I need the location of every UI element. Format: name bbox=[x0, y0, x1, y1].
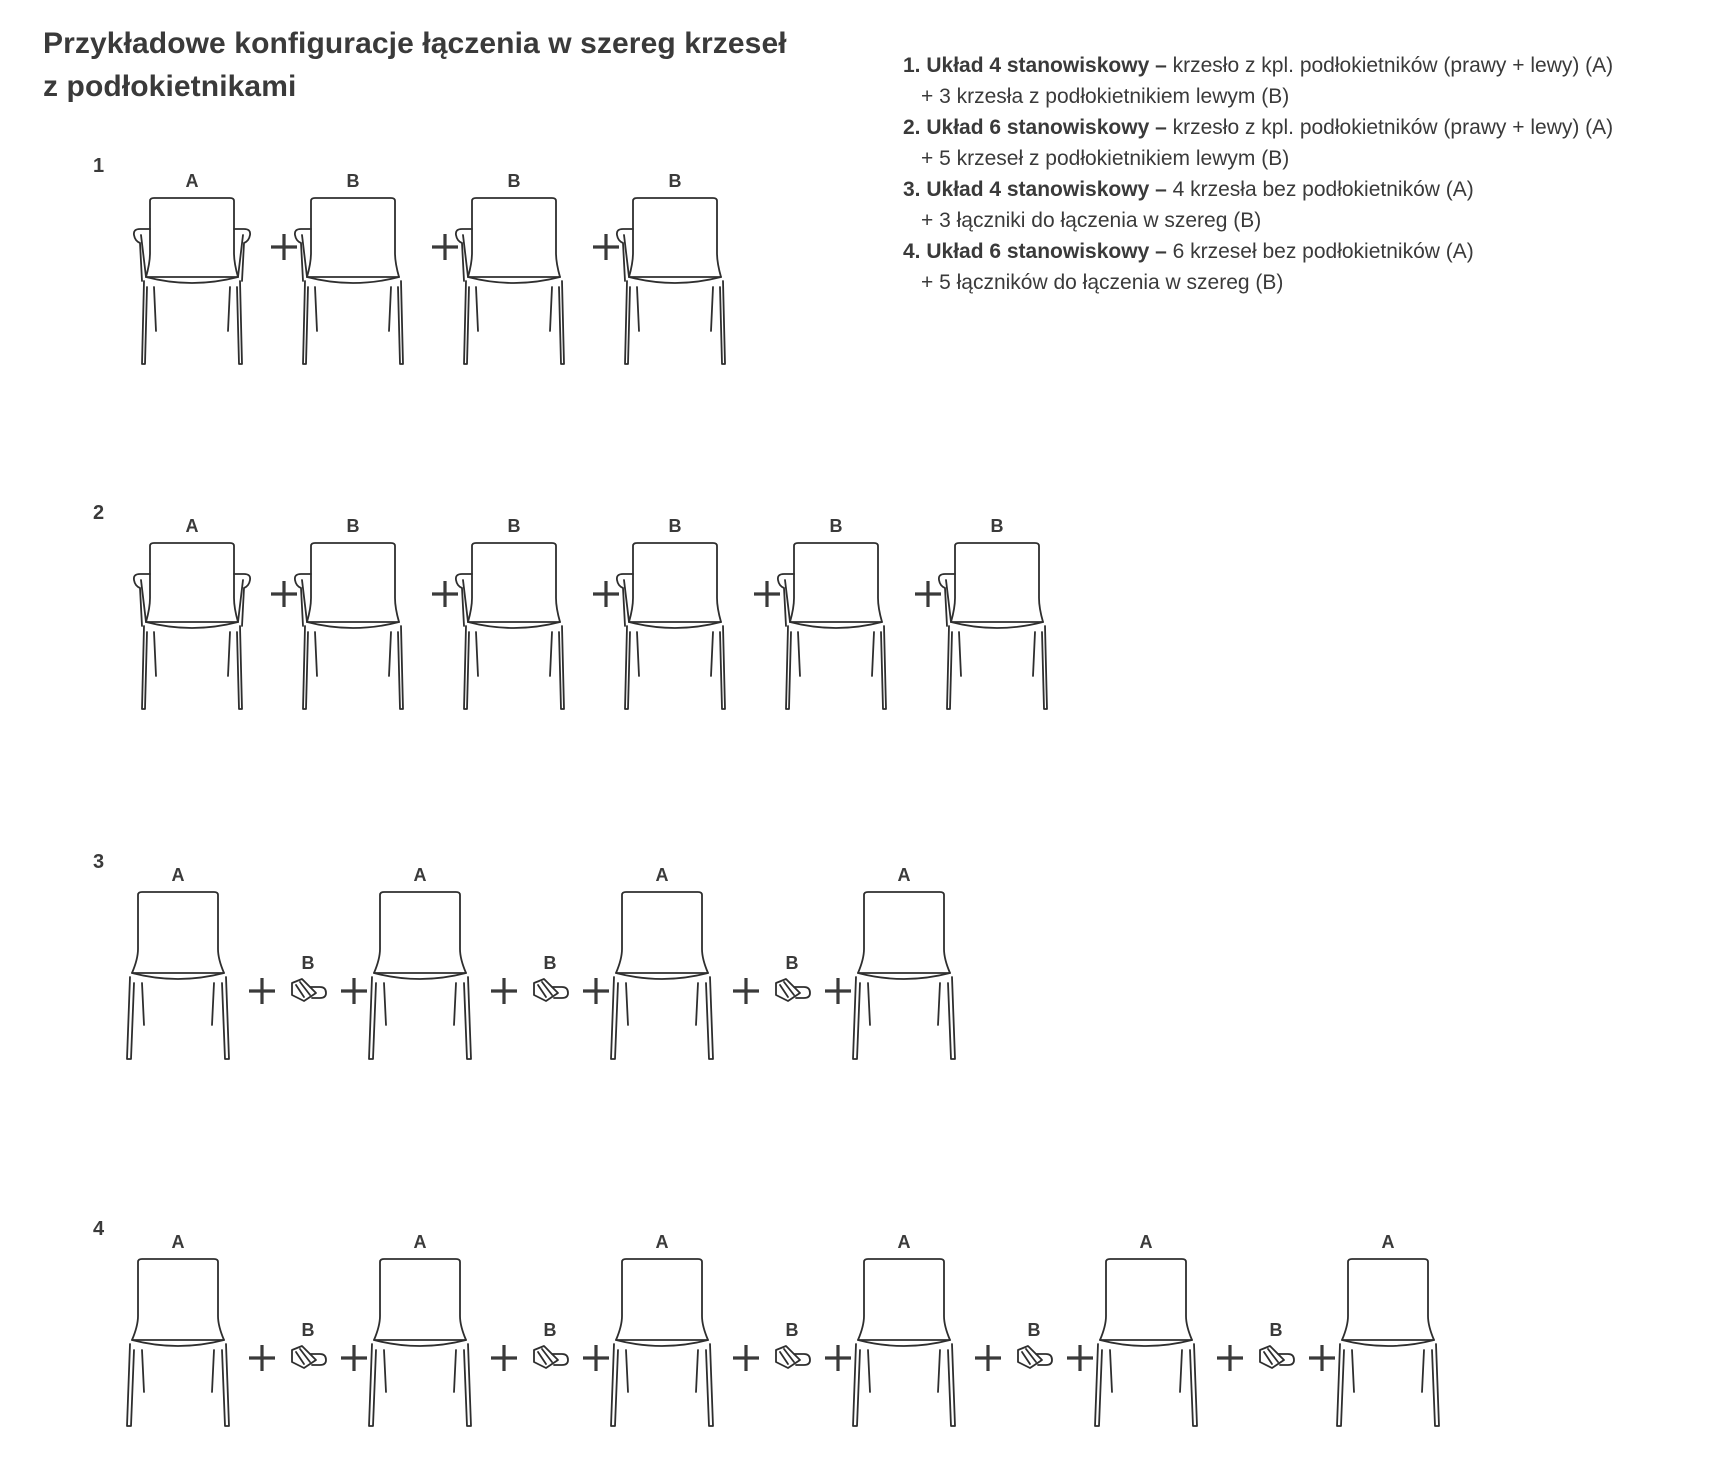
chair-no-armrests bbox=[1095, 1259, 1197, 1426]
chair-leg-rear-right bbox=[1033, 632, 1035, 676]
item-label: B bbox=[1027, 1320, 1041, 1340]
chair-no-armrests bbox=[369, 892, 471, 1059]
row-number: 4 bbox=[93, 1218, 105, 1240]
item-label: B bbox=[785, 1320, 799, 1340]
chair-left-armrest bbox=[617, 543, 725, 709]
item-label: A bbox=[171, 865, 185, 885]
chair-back bbox=[629, 198, 721, 277]
chair-left-armrest bbox=[617, 198, 725, 364]
chair-back bbox=[951, 543, 1043, 622]
chair-leg-rear-left bbox=[626, 1350, 628, 1392]
page-title bbox=[43, 22, 787, 108]
chair-leg-front-right bbox=[237, 281, 242, 364]
plus-sign bbox=[583, 1345, 609, 1371]
chair-leg-front-left bbox=[611, 1344, 618, 1426]
row-number: 3 bbox=[93, 851, 105, 873]
item-label: B bbox=[301, 1320, 315, 1340]
plus-sign bbox=[733, 1345, 759, 1371]
chair-leg-front-right bbox=[237, 626, 242, 709]
configuration-drawing bbox=[0, 502, 1728, 722]
chair-leg-rear-left bbox=[1352, 1350, 1354, 1392]
chair-seat-front bbox=[790, 622, 882, 628]
chair-seat-front bbox=[616, 973, 708, 979]
configuration-drawing bbox=[0, 851, 1728, 1071]
chair-left-armrest bbox=[456, 543, 564, 709]
chair-back bbox=[132, 1259, 224, 1340]
chair-leg-front-right bbox=[1042, 626, 1047, 709]
legend-item bbox=[903, 50, 1613, 112]
plus-sign bbox=[915, 581, 941, 607]
chair-seat-front bbox=[616, 1340, 708, 1346]
row-connector bbox=[534, 1346, 568, 1368]
chair-leg-front-right bbox=[720, 281, 725, 364]
plus-sign bbox=[583, 978, 609, 1004]
chair-back bbox=[307, 543, 399, 622]
chair-seat-front bbox=[468, 622, 560, 628]
chair-no-armrests bbox=[127, 1259, 229, 1426]
item-label: B bbox=[346, 171, 360, 191]
row-connector bbox=[292, 1346, 326, 1368]
chair-leg-rear-right bbox=[711, 632, 713, 676]
chair-leg-rear-left bbox=[1110, 1350, 1112, 1392]
configuration-row-3 bbox=[0, 851, 1728, 1071]
chair-leg-rear-right bbox=[389, 632, 391, 676]
chair-leg-front-right bbox=[222, 977, 229, 1059]
chair-left-armrest bbox=[295, 198, 403, 364]
chair-back bbox=[858, 1259, 950, 1340]
legend-item-text: 6 krzeseł bez podłokietników (A) bbox=[1166, 240, 1474, 263]
chair-no-armrests bbox=[369, 1259, 471, 1426]
chair-back bbox=[616, 892, 708, 973]
row-connector bbox=[1018, 1346, 1052, 1368]
item-label: B bbox=[543, 953, 557, 973]
chair-leg-front-left bbox=[1337, 1344, 1344, 1426]
item-label: A bbox=[897, 1232, 911, 1252]
item-label: A bbox=[185, 171, 199, 191]
item-label: B bbox=[1269, 1320, 1283, 1340]
chair-leg-rear-left bbox=[626, 983, 628, 1025]
plus-sign bbox=[249, 1345, 275, 1371]
row-connector bbox=[776, 979, 810, 1001]
row-connector bbox=[534, 979, 568, 1001]
chair-leg-front-left bbox=[303, 626, 308, 709]
chair-leg-rear-left bbox=[868, 983, 870, 1025]
chair-leg-front-right bbox=[559, 281, 564, 364]
chair-seat-front bbox=[1342, 1340, 1434, 1346]
chair-leg-rear-right bbox=[228, 632, 230, 676]
legend-item-heading: 2. Układ 6 stanowiskowy – bbox=[903, 116, 1167, 139]
plus-sign bbox=[593, 234, 619, 260]
item-label: A bbox=[655, 865, 669, 885]
chair-leg-front-left bbox=[853, 1344, 860, 1426]
legend-item-heading: 4. Układ 6 stanowiskowy – bbox=[903, 240, 1167, 263]
chair-back bbox=[468, 198, 560, 277]
chair-leg-front-right bbox=[720, 626, 725, 709]
chair-no-armrests bbox=[611, 892, 713, 1059]
page-title-line2: z podłokietnikami bbox=[43, 70, 297, 103]
plus-sign bbox=[593, 581, 619, 607]
chair-seat-front bbox=[1100, 1340, 1192, 1346]
chair-leg-rear-right bbox=[550, 287, 552, 331]
chair-no-armrests bbox=[853, 1259, 955, 1426]
chair-leg-rear-left bbox=[637, 632, 639, 676]
legend-item-continuation: + 5 łączników do łączenia w szereg (B) bbox=[921, 271, 1284, 294]
plus-sign bbox=[491, 978, 517, 1004]
chair-seat-front bbox=[374, 973, 466, 979]
chair-leg-front-right bbox=[706, 977, 713, 1059]
chair-leg-front-right bbox=[222, 1344, 229, 1426]
chair-leg-rear-right bbox=[454, 1350, 456, 1392]
chair-left-armrest bbox=[939, 543, 1047, 709]
chair-back bbox=[858, 892, 950, 973]
item-label: A bbox=[655, 1232, 669, 1252]
configuration-row-4 bbox=[0, 1218, 1728, 1438]
configuration-row-2 bbox=[0, 502, 1728, 722]
item-label: A bbox=[185, 516, 199, 536]
chair-leg-front-left bbox=[1095, 1344, 1102, 1426]
plus-sign bbox=[491, 1345, 517, 1371]
chair-leg-rear-left bbox=[142, 983, 144, 1025]
legend-item-continuation: + 5 krzeseł z podłokietnikiem lewym (B) bbox=[921, 147, 1290, 170]
chair-leg-front-left bbox=[625, 626, 630, 709]
chair-leg-rear-right bbox=[872, 632, 874, 676]
chair-leg-rear-left bbox=[476, 287, 478, 331]
chair-leg-front-right bbox=[1432, 1344, 1439, 1426]
plus-sign bbox=[432, 234, 458, 260]
chair-back bbox=[146, 198, 238, 277]
legend-item-continuation: + 3 łączniki do łączenia w szereg (B) bbox=[921, 209, 1262, 232]
chair-leg-rear-left bbox=[476, 632, 478, 676]
chair-leg-front-left bbox=[142, 281, 147, 364]
row-connector bbox=[1260, 1346, 1294, 1368]
item-label: A bbox=[1139, 1232, 1153, 1252]
item-label: B bbox=[668, 516, 682, 536]
item-label: B bbox=[301, 953, 315, 973]
chair-back bbox=[1342, 1259, 1434, 1340]
chair-leg-front-right bbox=[948, 1344, 955, 1426]
chair-seat-front bbox=[146, 622, 238, 628]
chair-seat-front bbox=[858, 1340, 950, 1346]
chair-leg-front-left bbox=[625, 281, 630, 364]
chair-back bbox=[146, 543, 238, 622]
item-label: A bbox=[413, 865, 427, 885]
chair-leg-front-left bbox=[369, 977, 376, 1059]
row-connector bbox=[776, 1346, 810, 1368]
plus-sign bbox=[1309, 1345, 1335, 1371]
plus-sign bbox=[432, 581, 458, 607]
chair-leg-front-right bbox=[559, 626, 564, 709]
chair-back bbox=[629, 543, 721, 622]
configuration-drawing bbox=[0, 1218, 1728, 1438]
item-label: B bbox=[668, 171, 682, 191]
plus-sign bbox=[249, 978, 275, 1004]
chair-seat-front bbox=[132, 973, 224, 979]
configuration-row-1 bbox=[0, 155, 1728, 375]
item-label: A bbox=[1381, 1232, 1395, 1252]
chair-leg-rear-left bbox=[384, 983, 386, 1025]
chair-leg-rear-left bbox=[959, 632, 961, 676]
chair-seat-front bbox=[307, 622, 399, 628]
legend-item-text: krzesło z kpl. podłokietników (prawy + lewy) (A) bbox=[1166, 54, 1614, 77]
legend-item-text: krzesło z kpl. podłokietników (prawy + lewy) (A) bbox=[1166, 116, 1614, 139]
chair-no-armrests bbox=[853, 892, 955, 1059]
chair-seat-front bbox=[629, 622, 721, 628]
chair-seat-front bbox=[132, 1340, 224, 1346]
chair-leg-rear-right bbox=[212, 983, 214, 1025]
item-label: A bbox=[897, 865, 911, 885]
chair-back bbox=[468, 543, 560, 622]
chair-left-armrest bbox=[295, 543, 403, 709]
chair-leg-rear-right bbox=[711, 287, 713, 331]
chair-leg-rear-right bbox=[550, 632, 552, 676]
chair-leg-front-right bbox=[948, 977, 955, 1059]
chair-both-armrests bbox=[134, 543, 250, 709]
plus-sign bbox=[975, 1345, 1001, 1371]
chair-leg-front-left bbox=[611, 977, 618, 1059]
chair-no-armrests bbox=[127, 892, 229, 1059]
chair-leg-rear-right bbox=[1422, 1350, 1424, 1392]
chair-back bbox=[374, 1259, 466, 1340]
chair-seat-front bbox=[374, 1340, 466, 1346]
legend-item-heading: 3. Układ 4 stanowiskowy – bbox=[903, 178, 1167, 201]
plus-sign bbox=[1217, 1345, 1243, 1371]
chair-back bbox=[132, 892, 224, 973]
chair-both-armrests bbox=[134, 198, 250, 364]
chair-leg-rear-right bbox=[696, 983, 698, 1025]
chair-leg-rear-right bbox=[212, 1350, 214, 1392]
item-label: B bbox=[785, 953, 799, 973]
plus-sign bbox=[825, 1345, 851, 1371]
row-connector bbox=[292, 979, 326, 1001]
chair-no-armrests bbox=[611, 1259, 713, 1426]
plus-sign bbox=[754, 581, 780, 607]
chair-leg-front-left bbox=[786, 626, 791, 709]
plus-sign bbox=[1067, 1345, 1093, 1371]
chair-leg-rear-left bbox=[868, 1350, 870, 1392]
chair-seat-front bbox=[951, 622, 1043, 628]
chair-leg-rear-left bbox=[315, 287, 317, 331]
chair-leg-rear-left bbox=[154, 632, 156, 676]
plus-sign bbox=[341, 1345, 367, 1371]
item-label: B bbox=[507, 516, 521, 536]
chair-leg-front-right bbox=[398, 281, 403, 364]
item-label: B bbox=[543, 1320, 557, 1340]
chair-no-armrests bbox=[1337, 1259, 1439, 1426]
chair-left-armrest bbox=[456, 198, 564, 364]
chair-leg-front-left bbox=[142, 626, 147, 709]
chair-leg-front-right bbox=[464, 977, 471, 1059]
page-title-line1: Przykładowe konfiguracje łączenia w szereg krzeseł bbox=[43, 27, 787, 60]
item-label: A bbox=[171, 1232, 185, 1252]
chair-back bbox=[616, 1259, 708, 1340]
legend-item-text: 4 krzesła bez podłokietników (A) bbox=[1166, 178, 1474, 201]
chair-leg-front-right bbox=[706, 1344, 713, 1426]
legend-item-continuation: + 3 krzesła z podłokietnikiem lewym (B) bbox=[921, 85, 1290, 108]
chair-leg-front-left bbox=[464, 281, 469, 364]
chair-leg-front-left bbox=[947, 626, 952, 709]
plus-sign bbox=[825, 978, 851, 1004]
chair-leg-front-left bbox=[127, 1344, 134, 1426]
chair-leg-rear-right bbox=[228, 287, 230, 331]
chair-leg-rear-left bbox=[154, 287, 156, 331]
chair-leg-rear-left bbox=[315, 632, 317, 676]
plus-sign bbox=[271, 234, 297, 260]
chair-seat-front bbox=[858, 973, 950, 979]
chair-back bbox=[1100, 1259, 1192, 1340]
chair-leg-rear-right bbox=[938, 983, 940, 1025]
configuration-drawing bbox=[0, 155, 1728, 375]
chair-back bbox=[374, 892, 466, 973]
chair-leg-rear-left bbox=[637, 287, 639, 331]
chair-leg-rear-left bbox=[798, 632, 800, 676]
chair-back bbox=[307, 198, 399, 277]
chair-leg-rear-left bbox=[142, 1350, 144, 1392]
item-label: A bbox=[413, 1232, 427, 1252]
chair-leg-rear-right bbox=[938, 1350, 940, 1392]
chair-leg-rear-right bbox=[1180, 1350, 1182, 1392]
plus-sign bbox=[341, 978, 367, 1004]
chair-leg-front-left bbox=[464, 626, 469, 709]
chair-leg-rear-left bbox=[384, 1350, 386, 1392]
chair-leg-rear-right bbox=[454, 983, 456, 1025]
chair-leg-rear-right bbox=[389, 287, 391, 331]
chair-leg-front-left bbox=[127, 977, 134, 1059]
row-number: 2 bbox=[93, 502, 105, 524]
row-number: 1 bbox=[93, 155, 105, 177]
item-label: B bbox=[346, 516, 360, 536]
item-label: B bbox=[829, 516, 843, 536]
item-label: B bbox=[507, 171, 521, 191]
chair-leg-front-right bbox=[464, 1344, 471, 1426]
chair-leg-front-left bbox=[369, 1344, 376, 1426]
chair-left-armrest bbox=[778, 543, 886, 709]
item-label: B bbox=[990, 516, 1004, 536]
chair-leg-front-right bbox=[881, 626, 886, 709]
chair-leg-rear-right bbox=[696, 1350, 698, 1392]
chair-leg-front-left bbox=[853, 977, 860, 1059]
plus-sign bbox=[271, 581, 297, 607]
chair-back bbox=[790, 543, 882, 622]
chair-leg-front-left bbox=[303, 281, 308, 364]
chair-leg-front-right bbox=[1190, 1344, 1197, 1426]
chair-leg-front-right bbox=[398, 626, 403, 709]
legend-item-heading: 1. Układ 4 stanowiskowy – bbox=[903, 54, 1167, 77]
plus-sign bbox=[733, 978, 759, 1004]
